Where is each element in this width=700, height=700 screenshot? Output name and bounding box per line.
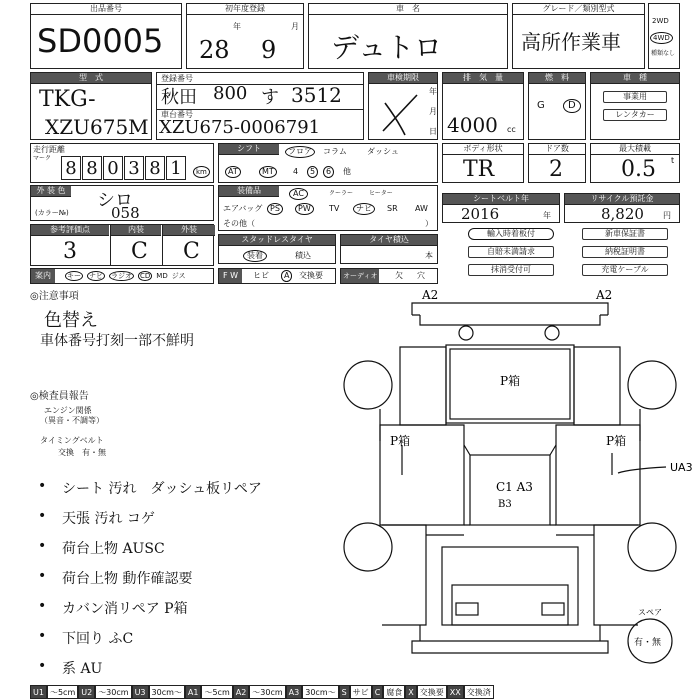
use-rental: レンタカー xyxy=(603,109,667,121)
timing-options: 交換 有・無 xyxy=(58,448,106,457)
chassis-number: XZU675-0006791 xyxy=(159,117,321,138)
studless-loaded: 積込 xyxy=(295,251,311,260)
remark-line: 荷台上物 動作確認要 xyxy=(62,571,193,587)
grade-label: グレード／類別型式 xyxy=(513,4,644,15)
equip-cooler: クーラー xyxy=(329,190,354,197)
first-reg-year: 28 xyxy=(199,36,230,64)
model-name: デュトロ xyxy=(331,31,443,64)
load-value: 0.5 xyxy=(621,157,656,182)
doors-value: 2 xyxy=(549,157,563,182)
mark-roof: P箱 xyxy=(500,374,521,388)
audio-hole: 穴 xyxy=(417,271,425,280)
legend-desc: 〜5cm xyxy=(201,685,232,699)
grade-box xyxy=(512,3,645,69)
fuel-d: D xyxy=(563,99,581,113)
legend-code: C xyxy=(372,685,384,699)
fw-crack: ヒビ xyxy=(253,271,269,280)
equip-label: 装備品 xyxy=(219,186,279,197)
guide-row xyxy=(30,268,214,284)
doc-import-plate: 輸入時着板付 xyxy=(468,228,554,240)
reg-kana: す xyxy=(261,87,279,108)
doc-deregistration: 抹消受付可 xyxy=(468,264,554,276)
displacement-value: 4000 xyxy=(447,113,498,137)
fw-label: F W xyxy=(219,269,242,283)
mark-right-side: P箱 xyxy=(606,434,627,448)
tire-load-box xyxy=(340,234,438,264)
equipment-box xyxy=(218,185,438,231)
max-load-box xyxy=(590,143,680,183)
wheel-rear-left xyxy=(344,523,392,571)
fw-a: A xyxy=(281,270,292,282)
mark-floor: C1 A3 xyxy=(496,480,533,494)
front-bumper-shape xyxy=(412,303,608,315)
type-line1: TKG- xyxy=(39,87,96,112)
drive-none: 種類なし xyxy=(651,50,676,57)
mileage-digit: 8 xyxy=(61,156,81,180)
seatbelt-unit: 年 xyxy=(543,211,551,220)
insp-month: 月 xyxy=(429,107,437,116)
first-reg-month: 9 xyxy=(261,36,277,64)
type-label: 型 式 xyxy=(31,73,151,84)
use-business: 事業用 xyxy=(603,91,667,103)
chassis-label: 車台番号 xyxy=(161,110,193,119)
km-unit: km xyxy=(193,166,210,178)
legend-code: XX xyxy=(447,685,464,699)
guide-option: MD xyxy=(156,272,168,280)
remark-line: 系 AU xyxy=(62,661,103,677)
equip-ac: AC xyxy=(289,188,308,200)
fw-replace: 交換要 xyxy=(299,271,323,280)
color-value: シロ xyxy=(97,190,133,211)
legend-code: S xyxy=(339,685,350,699)
use-label: 車 種 xyxy=(591,73,679,84)
legend-code: U1 xyxy=(30,685,47,699)
audio-row xyxy=(340,268,438,284)
lot-number-box xyxy=(30,3,182,69)
spare-value: 有・無 xyxy=(634,638,662,648)
mark-front-left: A2 xyxy=(422,288,439,302)
rear-body xyxy=(442,547,578,625)
wheel-front-left xyxy=(344,361,392,409)
shift-at: AT xyxy=(225,166,241,178)
doors-box xyxy=(528,143,586,183)
first-registration-box xyxy=(186,3,304,69)
recycle-unit: 円 xyxy=(663,211,671,220)
mileage-label: 走行距離 xyxy=(33,145,65,154)
inspection-crossed-mark xyxy=(375,91,425,137)
shift-gear-other: 他 xyxy=(343,167,351,176)
mileage-digits xyxy=(61,156,187,180)
equip-ps: PS xyxy=(267,203,283,215)
month-unit: 月 xyxy=(291,22,299,31)
registration-box xyxy=(156,72,364,140)
mileage-digit: 8 xyxy=(145,156,165,180)
doc-charge-cable: 充電ケーブル xyxy=(582,264,668,276)
engine-sub: （異音・不調等） xyxy=(40,416,104,425)
insp-year: 年 xyxy=(429,87,437,96)
vehicle-damage-diagram xyxy=(330,285,700,685)
evaluation-box xyxy=(30,224,214,266)
remark-line: カバン消リペア P箱 xyxy=(62,601,188,617)
mirror-right xyxy=(545,326,559,340)
tire-load-label: タイヤ積込 xyxy=(341,235,437,246)
load-label: 最大積載 xyxy=(591,144,679,155)
guide-option: ジス xyxy=(171,272,186,280)
remark-bullet: • xyxy=(38,568,47,584)
recycle-box xyxy=(564,193,680,223)
load-unit: t xyxy=(671,156,675,165)
legend-desc: 交換済 xyxy=(464,685,494,699)
legend-desc: 30cm〜 xyxy=(302,685,338,699)
exterior-value: C xyxy=(183,239,200,264)
legend-desc: 〜30cm xyxy=(249,685,285,699)
legend-desc: 腐食 xyxy=(383,685,405,699)
lot-number: SD0005 xyxy=(37,22,164,60)
notes-section xyxy=(30,288,330,682)
remark-bullet: • xyxy=(38,478,47,494)
remark-line: 荷台上物 AUSC xyxy=(62,541,165,557)
color-code: 058 xyxy=(111,204,140,222)
doors-label: ドア数 xyxy=(529,144,585,155)
model-type-box xyxy=(30,72,152,140)
displacement-label: 排 気 量 xyxy=(443,73,523,84)
interior-value: C xyxy=(131,239,148,264)
lot-label: 出品番号 xyxy=(31,4,181,15)
fuel-g: G xyxy=(537,100,545,111)
body-value: TR xyxy=(463,157,495,182)
guide-options xyxy=(65,271,190,281)
drive-box xyxy=(648,3,680,69)
legend-code: A1 xyxy=(185,685,202,699)
guide-option: キー xyxy=(67,272,81,280)
caution-title: ◎注意事項 xyxy=(30,291,79,302)
doc-tax-cert: 納税証明書 xyxy=(582,246,668,258)
grade-value: 高所作業車 xyxy=(521,30,621,54)
legend-desc: 30cm〜 xyxy=(149,685,185,699)
interior-label: 内装 xyxy=(111,225,161,236)
mark-left-side: P箱 xyxy=(390,434,411,448)
doc-new-car-warranty: 新車保証書 xyxy=(582,228,668,240)
cc-unit: cc xyxy=(507,125,516,134)
timing-label: タイミングベルト xyxy=(40,436,104,445)
remark-bullet: • xyxy=(38,538,47,554)
remark-bullet: • xyxy=(38,598,47,614)
legend-code: A2 xyxy=(233,685,250,699)
studless-mounted: 装着 xyxy=(243,250,267,262)
caution-line-2: 車体番号打刻一部不鮮明 xyxy=(40,333,194,349)
reg-class: 800 xyxy=(213,83,248,104)
equip-aw: AW xyxy=(415,204,428,213)
wheel-rear-right xyxy=(628,523,676,571)
documents-grid xyxy=(442,226,680,282)
legend-code: A3 xyxy=(286,685,303,699)
inspection-label: 車検期限 xyxy=(369,73,437,84)
remark-line: シート 汚れ ダッシュ板リペア xyxy=(62,481,262,497)
inspection-box xyxy=(368,72,438,140)
mileage-digit: 3 xyxy=(124,156,144,180)
mileage-mark: マーク xyxy=(33,155,52,162)
remark-bullet: • xyxy=(38,658,47,674)
spare-label: スペア xyxy=(638,608,662,617)
mileage-digit: 8 xyxy=(82,156,102,180)
equip-pw: PW xyxy=(295,203,314,215)
guide-option: CD xyxy=(140,272,151,280)
studless-box xyxy=(218,234,336,264)
drive-4wd: 4WD xyxy=(650,32,673,44)
mileage-box xyxy=(30,143,214,183)
displacement-box xyxy=(442,72,524,140)
caution-line-1: 色替え xyxy=(44,310,98,331)
fuel-label: 燃 料 xyxy=(529,73,585,84)
recycle-label: リサイクル預託金 xyxy=(565,194,679,205)
body-type-box xyxy=(442,143,524,183)
tire-load-unit: 本 xyxy=(425,251,433,260)
audio-missing: 欠 xyxy=(395,271,403,280)
rear-bumper-shape xyxy=(412,625,608,653)
fw-row xyxy=(218,268,336,284)
model-name-box xyxy=(308,3,508,69)
model-label: 車 名 xyxy=(309,4,507,15)
legend-code: U3 xyxy=(132,685,149,699)
vehicle-use-box xyxy=(590,72,680,140)
recycle-value: 8,820 xyxy=(601,205,644,223)
seatbelt-label: シートベルト年 xyxy=(443,194,559,205)
equip-navi: ナビ xyxy=(353,203,375,215)
fuel-box xyxy=(528,72,586,140)
color-code-label: (カラー№) xyxy=(35,209,69,217)
ref-value: 3 xyxy=(63,239,77,264)
inspector-title: ◎検査員報告 xyxy=(30,391,89,402)
equip-tv: TV xyxy=(329,204,340,213)
type-line2: XZU675M xyxy=(45,115,149,139)
remark-line: 天張 汚れ コゲ xyxy=(62,511,155,527)
exterior-color-box xyxy=(30,185,214,221)
shift-gear-5: 5 xyxy=(307,166,318,178)
remark-bullet: • xyxy=(38,628,47,644)
drive-2wd: 2WD xyxy=(652,17,669,25)
shift-gear-6: 6 xyxy=(323,166,334,178)
equip-sr: SR xyxy=(387,204,398,213)
mark-front-right: A2 xyxy=(596,288,613,302)
legend-desc: サビ xyxy=(350,685,372,699)
studless-label: スタッドレスタイヤ xyxy=(219,235,335,246)
remark-bullet: • xyxy=(38,508,47,524)
legend-code: U2 xyxy=(78,685,95,699)
equip-other-label: その他（ xyxy=(223,219,255,228)
ref-label: 参考評価点 xyxy=(31,225,109,236)
wheel-front-right xyxy=(628,361,676,409)
seatbelt-year: 2016 xyxy=(461,205,500,223)
engine-label: エンジン関係 xyxy=(44,406,92,415)
mileage-digit: 0 xyxy=(103,156,123,180)
shift-label: シフト xyxy=(219,144,279,155)
shift-dash: ダッシュ xyxy=(367,147,399,156)
seatbelt-box xyxy=(442,193,560,223)
shift-gear-4: 4 xyxy=(293,167,299,176)
guide-label: 案内 xyxy=(31,269,55,283)
reg-area: 秋田 xyxy=(161,87,197,108)
legend-desc: 〜5cm xyxy=(47,685,78,699)
equip-other-close: ） xyxy=(425,219,433,228)
body-label: ボディ形状 xyxy=(443,144,523,155)
mileage-digit: 1 xyxy=(166,156,186,180)
guide-option: ナビ xyxy=(89,272,103,280)
remark-line: 下回り ふC xyxy=(62,631,134,647)
legend-desc: 交換要 xyxy=(417,685,447,699)
doc-insurance: 自賠未満請求 xyxy=(468,246,554,258)
mirror-left xyxy=(459,326,473,340)
shift-box xyxy=(218,143,438,183)
color-label: 外 装 色 xyxy=(31,186,71,197)
audio-label: オーディオ xyxy=(341,269,379,283)
reg-no-label: 登録番号 xyxy=(161,74,193,83)
legend-code: X xyxy=(405,685,416,699)
guide-option: ラジオ xyxy=(111,272,132,280)
insp-day: 日 xyxy=(429,127,437,136)
mark-side-ref: UA3 xyxy=(670,461,693,474)
equip-airbag: エアバッグ xyxy=(223,204,263,213)
shift-floor: フロア xyxy=(285,146,315,158)
damage-code-legend xyxy=(30,685,700,700)
legend-desc: 〜30cm xyxy=(95,685,131,699)
reg-number: 3512 xyxy=(291,83,342,107)
exterior-label: 外装 xyxy=(163,225,215,236)
equip-heater: ヒーター xyxy=(369,190,393,197)
year-unit: 年 xyxy=(233,22,241,31)
shift-column: コラム xyxy=(323,147,347,156)
shift-mt: MT xyxy=(259,166,277,178)
first-reg-label: 初年度登録 xyxy=(187,4,303,15)
mark-floor-sub: B3 xyxy=(498,499,512,510)
